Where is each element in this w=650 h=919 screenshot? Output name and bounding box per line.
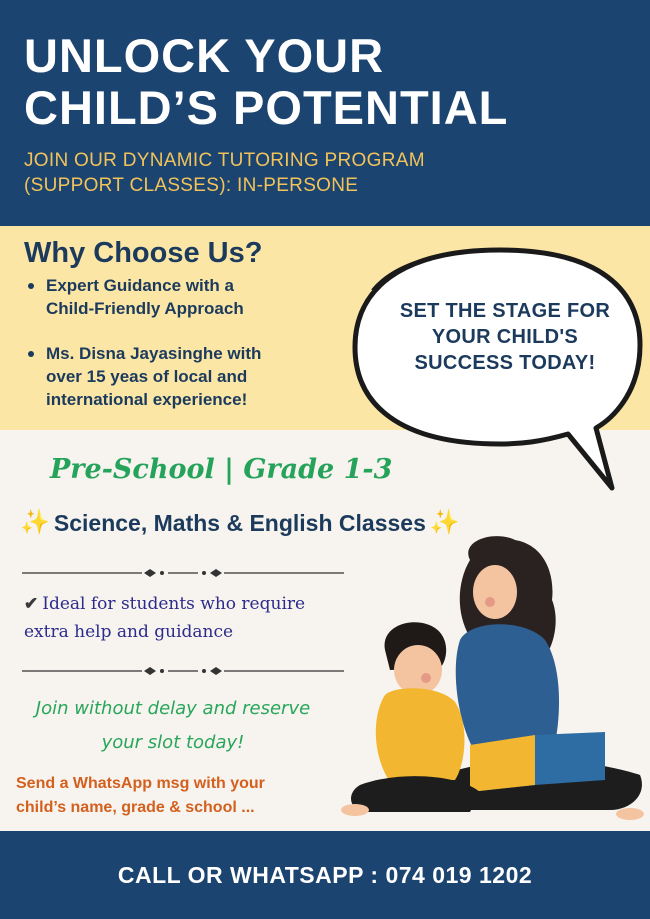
bullet-text-line: Child-Friendly Approach: [46, 299, 244, 318]
bubble-text: [380, 298, 630, 376]
sparkle-icon: ✨: [429, 509, 460, 536]
headline-line-2: CHILD’S POTENTIAL: [24, 81, 509, 134]
sparkle-icon: ✨: [20, 509, 50, 536]
join-message: [8, 692, 338, 760]
ideal-for-note: [24, 590, 374, 646]
bubble-line: YOUR CHILD'S: [431, 326, 579, 348]
classes-label: Science, Maths & English Classes: [53, 510, 426, 536]
join-line: Join without delay and reserve: [35, 698, 311, 719]
ornament-divider: [22, 566, 344, 580]
bullet-text-line: international experience!: [46, 390, 248, 409]
checkmark-icon: ✔: [24, 594, 39, 614]
subhead-line-2: (SUPPORT CLASSES): IN-PERSONE: [24, 175, 359, 196]
subhead-line-1: JOIN OUR DYNAMIC TUTORING PROGRAM: [24, 150, 425, 171]
call-whatsapp-cta: CALL OR WHATSAPP : 074 019 1202: [117, 862, 533, 888]
grade-heading: Pre-School | Grade 1-3: [50, 454, 393, 485]
bubble-line: SUCCESS TODAY!: [414, 352, 596, 374]
why-choose-title: Why Choose Us?: [24, 237, 263, 269]
bullet-text-line: Expert Guidance with a: [46, 276, 234, 295]
ideal-line: extra help and guidance: [24, 622, 234, 642]
whatsapp-line: child’s name, grade & school ...: [16, 799, 255, 816]
ideal-text: Ideal for students who require: [42, 594, 306, 614]
ideal-line: [24, 590, 374, 618]
join-line: your slot today!: [101, 732, 245, 753]
ornament-divider: [22, 664, 344, 678]
headline-line-1: UNLOCK YOUR: [24, 29, 385, 82]
whatsapp-line: Send a WhatsApp msg with your: [16, 775, 265, 792]
whatsapp-instructions: [16, 772, 346, 820]
mother-child-reading-illustration: [330, 530, 650, 830]
bullet-text-line: over 15 yeas of local and: [46, 367, 248, 386]
bubble-line: SET THE STAGE FOR: [399, 300, 611, 322]
bullet-text-line: Ms. Disna Jayasinghe with: [46, 344, 262, 363]
